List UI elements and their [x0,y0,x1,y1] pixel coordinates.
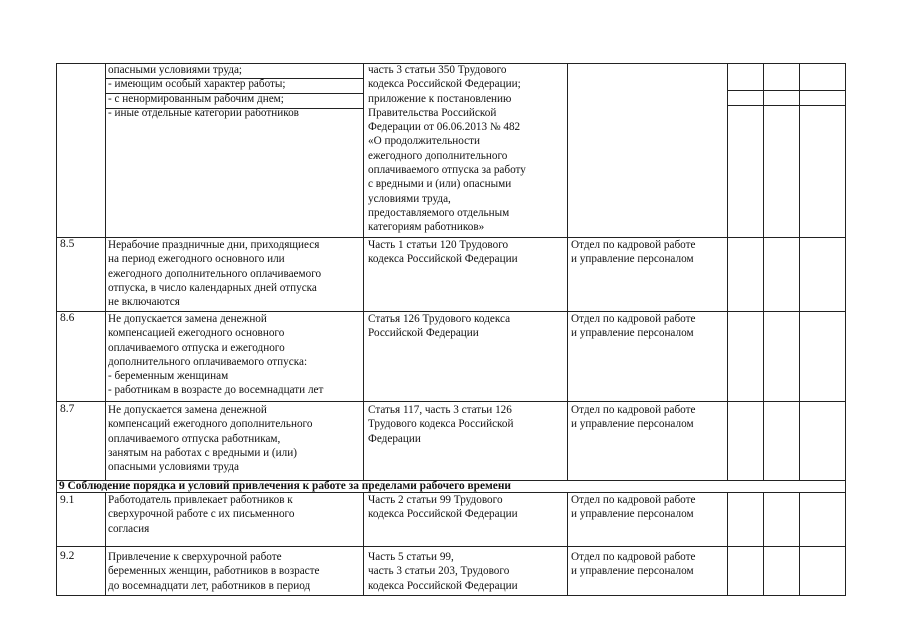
description-cell: Привлечение к сверхурочной работе беременных женщин, работников в возрасте до восемнадцати лет, работников в период [108,551,320,592]
responsible-cell: Отдел по кадровой работе и управление персоналом [571,239,696,266]
description-cell: Не допускается замена денежной компенсаций ежегодного дополнительного оплачиваемого отпуска работникам, занятым на работах с вредными и (или) опасными условиями труда [108,404,313,474]
responsible-cell: Отдел по кадровой работе и управление персоналом [571,313,696,340]
basis-cell: Статья 117, часть 3 статьи 126 Трудового кодекса Российской Федерации [368,404,514,445]
column-divider-check-2 [799,63,800,480]
check-row-divider [727,105,846,106]
responsible-cell: Отдел по кадровой работе и управление персоналом [571,404,696,431]
column-divider-check-1 [763,63,764,480]
column-divider-description [363,63,364,480]
column-divider-description [363,493,364,596]
basis-cell: Часть 2 статьи 99 Трудового кодекса Российской Федерации [368,494,518,521]
column-divider-check-2 [799,493,800,596]
table-border-right [845,63,846,596]
column-divider-responsible [727,493,728,596]
row-number: 8.7 [60,403,75,415]
basis-cell: часть 3 статьи 350 Трудового кодекса Российской Федерации; приложение к постановлению Правительства Российской Федерации от 06.06.2013 № 482 «О продолжительности ежегодного дополнительного оплачиваемого отпуска за работу с вредными и (или) опасными условиями труда, предоставляемого отдельным категориям работников» [368,64,526,234]
section-heading: 9 Соблюдение порядка и условий привлечения к работе за пределами рабочего времени [59,480,511,492]
description-cell: Не допускается замена денежной компенсацией ежегодного основного оплачиваемого отпуска и ежегодного дополнительного оплачиваемого отпуска: - беременным женщинам - работникам в возрасте до восемнадцати лет [108,313,324,397]
column-divider-check-1 [763,493,764,596]
description-cell: Нерабочие праздничные дни, приходящиеся на период ежегодного основного или ежегодного дополнительного оплачиваемого отпуска, в число календарных дней отпуска не включаются [108,239,322,309]
column-divider-number [105,63,106,480]
row-number: 9.1 [60,494,75,506]
responsible-cell: Отдел по кадровой работе и управление персоналом [571,551,696,578]
row-number: 8.5 [60,238,75,250]
basis-cell: Часть 5 статьи 99, часть 3 статьи 203, Трудового кодекса Российской Федерации [368,551,518,592]
row-divider [56,546,846,547]
column-divider-basis [567,493,568,596]
responsible-cell: Отдел по кадровой работе и управление персоналом [571,494,696,521]
check-row-divider [727,90,846,91]
description-cell: опасными условиями труда; - имеющим особый характер работы; - с ненормированным рабочим днем; - иные отдельные категории работников [108,64,299,119]
basis-cell: Статья 126 Трудового кодекса Российской Федерации [368,313,511,340]
table-border-left [56,63,57,596]
row-number: 8.6 [60,312,75,324]
column-divider-number [105,493,106,596]
column-divider-basis [567,63,568,480]
description-cell: Работодатель привлекает работников к сверхурочной работе с их письменного согласия [108,494,295,535]
row-divider [56,401,846,402]
basis-cell: Часть 1 статьи 120 Трудового кодекса Российской Федерации [368,239,518,266]
column-divider-responsible [727,63,728,480]
table-border-bottom [56,595,846,596]
row-number: 9.2 [60,550,75,562]
